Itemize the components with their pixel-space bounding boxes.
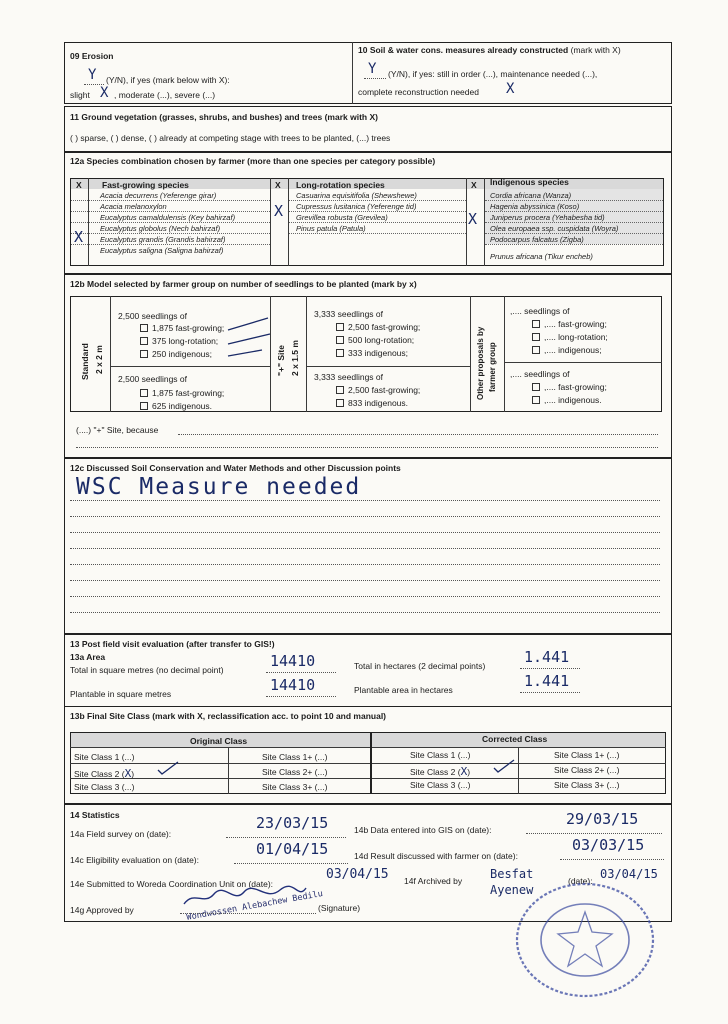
area-title: 13a Area xyxy=(70,652,106,662)
stat-14b-value[interactable]: 29/03/15 xyxy=(566,810,639,828)
vegetation-title: 11 Ground vegetation (grasses, shrubs, and bushes) and trees (mark with X) xyxy=(70,112,378,122)
signature-label: (Signature) xyxy=(318,903,361,913)
indig-species-6: Prunus africana (Tikur encheb) xyxy=(490,252,593,261)
official-stamp xyxy=(510,880,660,1004)
erosion-levels: , moderate (...), severe (...) xyxy=(114,90,216,100)
plus-a-fast[interactable]: 2,500 fast-growing; xyxy=(336,323,420,332)
indig-species-1: Cordia africana (Wanza) xyxy=(490,191,572,200)
other-b-fast[interactable]: ,.... fast-growing; xyxy=(532,383,607,392)
soil-measures-question: (Y/N), if yes: still in order (...), maintenance needed (...), xyxy=(388,69,598,79)
other-a-head: ,.... seedlings of xyxy=(510,306,570,316)
soil-measures-reconstruction: complete reconstruction needed xyxy=(358,87,479,97)
erosion-title: 09 Erosion xyxy=(70,51,114,61)
plus-site-size: 2 x 1.5 m xyxy=(290,340,300,376)
total-sqm-value[interactable]: 14410 xyxy=(270,652,316,670)
corrected-class-header: Corrected Class xyxy=(482,734,548,744)
stat-14f-by[interactable]: Besfat Ayenew xyxy=(490,867,534,897)
soil-measures-answer[interactable]: Y xyxy=(368,61,377,77)
tick-mark-original xyxy=(156,760,180,776)
plus-a-indig[interactable]: 333 indigenous; xyxy=(336,349,408,358)
original-class-header: Original Class xyxy=(190,736,248,746)
stat-14e-label: 14e Submitted to Woreda Coordination Unit on (date): xyxy=(70,879,274,889)
model-title: 12b Model selected by farmer group on number of seedlings to be planted (mark by x) xyxy=(70,279,417,289)
orig-class-3plus[interactable]: Site Class 3+ (...) xyxy=(262,782,328,792)
fast-species-4: Eucalyptus globolus (Nech bahirzaf) xyxy=(100,224,221,233)
corr-class-2plus[interactable]: Site Class 2+ (...) xyxy=(554,765,620,775)
total-ha-label: Total in hectares (2 decimal points) xyxy=(354,661,486,671)
indig-species-4: Olea europaea ssp. cuspidata (Woyra) xyxy=(490,224,619,233)
other-b-head: ,.... seedlings of xyxy=(510,369,570,379)
long-species-1: Casuarina equisitifolia (Shewshewe) xyxy=(296,191,417,200)
std-b-fast[interactable]: 1,875 fast-growing; xyxy=(140,389,224,398)
long-species-mark[interactable]: X xyxy=(274,202,284,220)
plantable-ha-value[interactable]: 1.441 xyxy=(524,672,570,690)
statistics-title: 14 Statistics xyxy=(70,810,120,820)
plus-b-head: 3,333 seedlings of xyxy=(314,372,383,382)
soil-measures-mark[interactable]: X xyxy=(506,81,515,97)
plus-b-fast[interactable]: 2,500 fast-growing; xyxy=(336,386,420,395)
corr-class-1plus[interactable]: Site Class 1+ (...) xyxy=(554,750,620,760)
species-x-header-2: X xyxy=(275,180,281,190)
evaluation-title: 13 Post field visit evaluation (after transfer to GIS!) xyxy=(70,639,275,649)
corr-class-2[interactable]: Site Class 2 (X) xyxy=(410,765,471,778)
erosion-slight: slight xyxy=(70,90,90,100)
long-species-3: Grevillea robusta (Grevilea) xyxy=(296,213,388,222)
erosion-answer[interactable]: Y xyxy=(88,67,97,83)
total-sqm-label: Total in square metres (no decimal point) xyxy=(70,665,224,675)
orig-class-2plus[interactable]: Site Class 2+ (...) xyxy=(262,767,328,777)
std-a-fast[interactable]: 1,875 fast-growing; xyxy=(140,324,224,333)
orig-class-3[interactable]: Site Class 3 (...) xyxy=(74,782,135,792)
long-rotation-header: Long-rotation species xyxy=(296,180,385,190)
fast-species-1: Acacia decurrens (Yeferenge girar) xyxy=(100,191,217,200)
erosion-question: (Y/N), if yes (mark below with X): xyxy=(106,75,230,85)
plantable-sqm-value[interactable]: 14410 xyxy=(270,676,316,694)
long-species-2: Cupressus lusitanica (Yeferenge tid) xyxy=(296,202,417,211)
handwritten-arrows xyxy=(226,316,274,360)
fast-species-mark[interactable]: X xyxy=(74,228,84,246)
erosion-mark[interactable]: X xyxy=(100,85,109,101)
fast-species-2: Acacia melanoxylon xyxy=(100,202,167,211)
stat-14d-value[interactable]: 03/03/15 xyxy=(572,836,645,854)
std-b-indig[interactable]: 625 indigenous. xyxy=(140,402,212,411)
other-b-indig[interactable]: ,.... indigenous. xyxy=(532,396,602,405)
std-a-indig[interactable]: 250 indigenous; xyxy=(140,350,212,359)
stat-14f-value[interactable]: 03/04/15 xyxy=(600,867,658,881)
plantable-ha-label: Plantable area in hectares xyxy=(354,685,453,695)
site-class-title: 13b Final Site Class (mark with X, reclassification acc. to point 10 and manual) xyxy=(70,711,387,721)
other-proposals-label-2: farmer group xyxy=(488,342,497,392)
total-ha-value[interactable]: 1.441 xyxy=(524,648,570,666)
fast-growing-header: Fast-growing species xyxy=(102,180,189,190)
fast-species-6: Eucalyptus saligna (Saligna bahirzaf) xyxy=(100,246,224,255)
indigenous-header: Indigenous species xyxy=(490,177,569,187)
plus-a-long[interactable]: 500 long-rotation; xyxy=(336,336,414,345)
other-proposals-label: Other proposals by xyxy=(476,326,485,400)
indig-species-2: Hagenia abyssinica (Koso) xyxy=(490,202,580,211)
indig-species-3: Juniperus procera (Yehabesha tid) xyxy=(490,213,605,222)
discussion-title: 12c Discussed Soil Conservation and Water Methods and other Discussion points xyxy=(70,463,401,473)
stat-14a-label: 14a Field survey on (date): xyxy=(70,829,172,839)
signature-scribble xyxy=(180,884,310,910)
corr-class-1[interactable]: Site Class 1 (...) xyxy=(410,750,471,760)
stat-14g-label: 14g Approved by xyxy=(70,905,134,915)
plus-site-label: "+" Site xyxy=(276,345,286,376)
stat-14e-value[interactable]: 03/04/15 xyxy=(326,867,389,882)
species-x-header-1: X xyxy=(76,180,82,190)
standard-size: 2 x 2 m xyxy=(94,345,104,374)
stat-14c-value[interactable]: 01/04/15 xyxy=(256,840,329,858)
approver-stamp-text: Wondwossen Alebachew Bedilu xyxy=(185,889,324,923)
fast-species-3: Eucalyptus camaldulensis (Key bahirzaf) xyxy=(100,213,236,222)
corr-class-3plus[interactable]: Site Class 3+ (...) xyxy=(554,780,620,790)
plus-a-head: 3,333 seedlings of xyxy=(314,309,383,319)
stat-14f-date-label: (date): xyxy=(568,876,593,886)
plus-b-indig[interactable]: 833 indigenous. xyxy=(336,399,408,408)
species-x-header-3: X xyxy=(471,180,477,190)
stat-14a-value[interactable]: 23/03/15 xyxy=(256,814,329,832)
stat-14b-label: 14b Data entered into GIS on (date): xyxy=(354,825,492,835)
stat-14c-label: 14c Eligibility evaluation on (date): xyxy=(70,855,199,865)
orig-class-2[interactable]: Site Class 2 (X) xyxy=(74,767,135,780)
indig-species-mark[interactable]: X xyxy=(468,210,478,228)
soil-measures-title: 10 Soil & water cons. measures already constructed (mark with X) xyxy=(358,45,621,55)
other-a-fast[interactable]: ,.... fast-growing; xyxy=(532,320,607,329)
indig-species-5: Podocarpus falcatus (Zigba) xyxy=(490,235,584,244)
plantable-sqm-label: Plantable in square metres xyxy=(70,689,172,699)
tick-mark-corrected xyxy=(492,758,516,774)
orig-class-1[interactable]: Site Class 1 (...) xyxy=(74,752,135,762)
long-species-4: Pinus patula (Patula) xyxy=(296,224,366,233)
other-a-long[interactable]: ,.... long-rotation; xyxy=(532,333,608,342)
std-b-head: 2,500 seedlings of xyxy=(118,374,187,384)
other-a-indig[interactable]: ,.... indigenous; xyxy=(532,346,602,355)
std-a-head: 2,500 seedlings of xyxy=(118,311,187,321)
corr-class-3[interactable]: Site Class 3 (...) xyxy=(410,780,471,790)
fast-species-5: Eucalyptus grandis (Grandis bahirzaf) xyxy=(100,235,226,244)
species-title: 12a Species combination chosen by farmer (more than one species per category possible) xyxy=(70,156,436,166)
stat-14f-label: 14f Archived by xyxy=(404,876,463,886)
orig-class-1plus[interactable]: Site Class 1+ (...) xyxy=(262,752,328,762)
stat-14d-label: 14d Result discussed with farmer on (date): xyxy=(354,851,518,861)
discussion-notes[interactable]: WSC Measure needed xyxy=(76,474,362,500)
vegetation-options: ( ) sparse, ( ) dense, ( ) already at competing stage with trees to be planted, (...) trees xyxy=(70,133,391,143)
standard-label: Standard xyxy=(80,343,90,380)
std-a-long[interactable]: 375 long-rotation; xyxy=(140,337,218,346)
site-because-label: (....) "+" Site, because xyxy=(76,425,159,435)
